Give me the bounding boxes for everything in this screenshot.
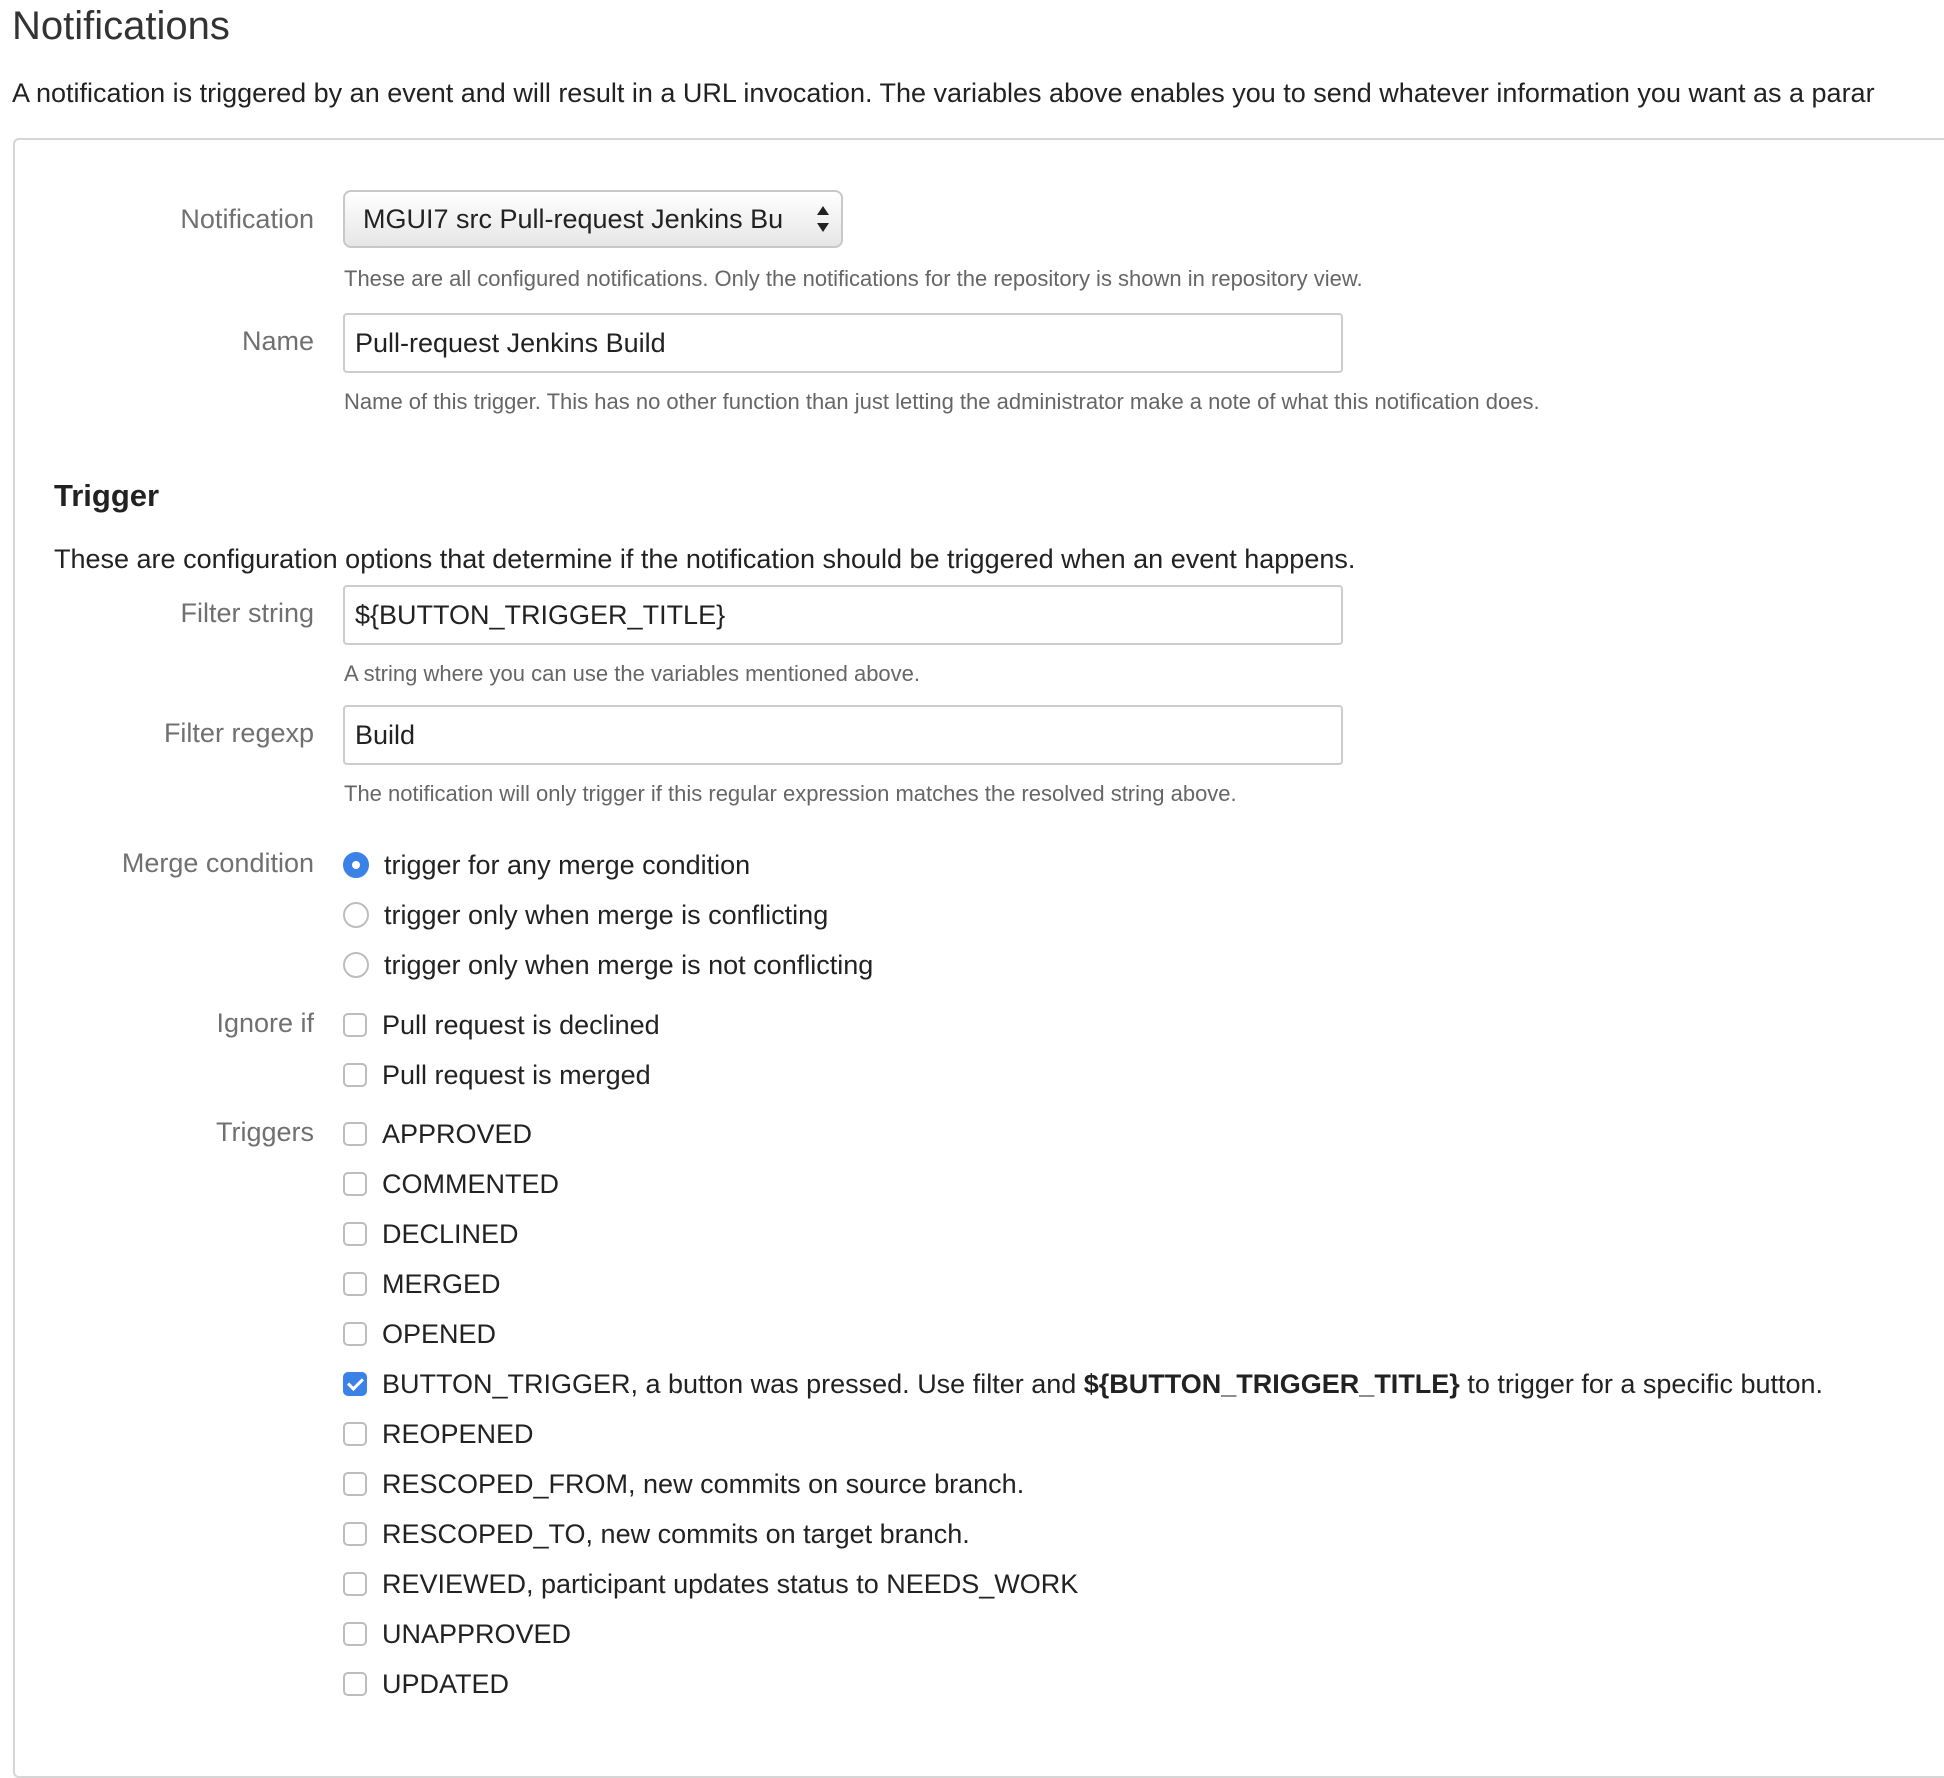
radio-button[interactable] xyxy=(343,852,369,878)
checkbox-label xyxy=(382,1219,519,1250)
checkbox[interactable] xyxy=(343,1122,367,1146)
name-help: Name of this trigger. This has no other function than just letting the administrator make a note of what this notification does. xyxy=(344,389,1540,414)
trigger-approved[interactable] xyxy=(343,1114,532,1154)
checkbox[interactable] xyxy=(343,1522,367,1546)
checkbox-label xyxy=(382,1419,534,1450)
notification-panel xyxy=(13,138,1944,1778)
filter-regexp-help: The notification will only trigger if this regular expression matches the resolved string above. xyxy=(344,781,1237,806)
trigger-variable-text: ${BUTTON_TRIGGER_TITLE} xyxy=(1083,1368,1460,1399)
checkbox[interactable] xyxy=(343,1013,367,1037)
trigger-updated[interactable] xyxy=(343,1664,509,1704)
trigger-reopened[interactable] xyxy=(343,1414,534,1454)
name-input[interactable] xyxy=(343,313,1343,373)
checkbox[interactable] xyxy=(343,1422,367,1446)
checkbox-label xyxy=(382,1269,501,1300)
ignore-declined[interactable] xyxy=(343,1005,660,1045)
checkbox-label xyxy=(382,1369,1823,1400)
intro-text: A notification is triggered by an event and will result in a URL invocation. The variables above enables you to send whatever information you want as a parar xyxy=(12,78,1875,108)
checkbox-label xyxy=(382,1119,532,1150)
checkbox[interactable] xyxy=(343,1572,367,1596)
checkbox-label xyxy=(382,1669,509,1700)
trigger-label-text: DECLINED xyxy=(382,1218,519,1249)
trigger-opened[interactable] xyxy=(343,1314,496,1354)
checkbox-label xyxy=(382,1519,970,1550)
radio-label: trigger only when merge is conflicting xyxy=(384,899,829,930)
checkbox-label xyxy=(382,1469,1024,1500)
trigger-declined[interactable] xyxy=(343,1214,519,1254)
checkbox-label: Pull request is merged xyxy=(382,1059,651,1090)
trigger-label-text: RESCOPED_TO, new commits on target branch. xyxy=(382,1518,970,1549)
checkbox-label xyxy=(382,1619,571,1650)
trigger-suffix-text: to trigger for a specific button. xyxy=(1459,1368,1824,1399)
trigger-label-text: UPDATED xyxy=(382,1668,510,1699)
checkbox[interactable] xyxy=(343,1372,367,1396)
trigger-label-text: REVIEWED, participant updates status to NEEDS_WORK xyxy=(382,1568,1079,1599)
name-label: Name xyxy=(241,326,314,356)
notification-help: These are all configured notifications. Only the notifications for the repository is shown in repository view. xyxy=(344,266,1363,291)
filter-regexp-label: Filter regexp xyxy=(163,718,314,748)
notification-select[interactable] xyxy=(343,190,843,248)
checkbox[interactable] xyxy=(343,1622,367,1646)
checkbox[interactable] xyxy=(343,1063,367,1087)
checkbox[interactable] xyxy=(343,1222,367,1246)
ignore-merged[interactable] xyxy=(343,1055,651,1095)
trigger-label-text: RESCOPED_FROM, new commits on source branch. xyxy=(382,1468,1025,1499)
trigger-button-trigger[interactable] xyxy=(343,1364,1823,1404)
select-arrows-icon xyxy=(817,206,829,232)
checkbox[interactable] xyxy=(343,1672,367,1696)
notification-select-value: MGUI7 src Pull-request Jenkins Bu xyxy=(363,204,784,234)
merge-option-not-conflicting[interactable] xyxy=(343,945,873,985)
notification-label: Notification xyxy=(180,204,314,234)
checkbox-label xyxy=(382,1319,496,1350)
trigger-label-text: MERGED xyxy=(382,1268,501,1299)
page-title: Notifications xyxy=(12,4,230,48)
checkbox-label: Pull request is declined xyxy=(382,1009,660,1040)
filter-regexp-input[interactable] xyxy=(343,705,1343,765)
trigger-label-text: APPROVED xyxy=(382,1118,533,1149)
trigger-commented[interactable] xyxy=(343,1164,559,1204)
trigger-section-title: Trigger xyxy=(54,478,160,513)
checkbox[interactable] xyxy=(343,1172,367,1196)
checkbox[interactable] xyxy=(343,1272,367,1296)
trigger-reviewed[interactable] xyxy=(343,1564,1078,1604)
trigger-label-text: OPENED xyxy=(382,1318,497,1349)
checkbox[interactable] xyxy=(343,1322,367,1346)
trigger-rescoped-from[interactable] xyxy=(343,1464,1024,1504)
radio-button[interactable] xyxy=(343,952,369,978)
radio-label: trigger for any merge condition xyxy=(384,849,751,880)
merge-option-any[interactable] xyxy=(343,845,750,885)
filter-string-label: Filter string xyxy=(180,598,314,628)
trigger-rescoped-to[interactable] xyxy=(343,1514,970,1554)
trigger-unapproved[interactable] xyxy=(343,1614,571,1654)
trigger-merged[interactable] xyxy=(343,1264,501,1304)
triggers-label: Triggers xyxy=(215,1117,314,1147)
ignore-if-label: Ignore if xyxy=(216,1008,314,1038)
trigger-label-text: COMMENTED xyxy=(382,1168,559,1199)
radio-label: trigger only when merge is not conflicting xyxy=(384,949,874,980)
filter-string-input[interactable] xyxy=(343,585,1343,645)
checkbox-label xyxy=(382,1569,1078,1600)
filter-string-help: A string where you can use the variables mentioned above. xyxy=(344,661,921,686)
checkbox[interactable] xyxy=(343,1472,367,1496)
checkbox-label xyxy=(382,1169,559,1200)
trigger-label-text: REOPENED xyxy=(382,1418,534,1449)
trigger-section-description: These are configuration options that determine if the notification should be triggered when an event happens. xyxy=(54,544,1356,574)
trigger-label-text: BUTTON_TRIGGER, a button was pressed. Use filter and xyxy=(382,1368,1084,1399)
merge-option-conflicting[interactable] xyxy=(343,895,828,935)
trigger-label-text: UNAPPROVED xyxy=(382,1618,572,1649)
merge-condition-label: Merge condition xyxy=(121,848,314,878)
radio-button[interactable] xyxy=(343,902,369,928)
